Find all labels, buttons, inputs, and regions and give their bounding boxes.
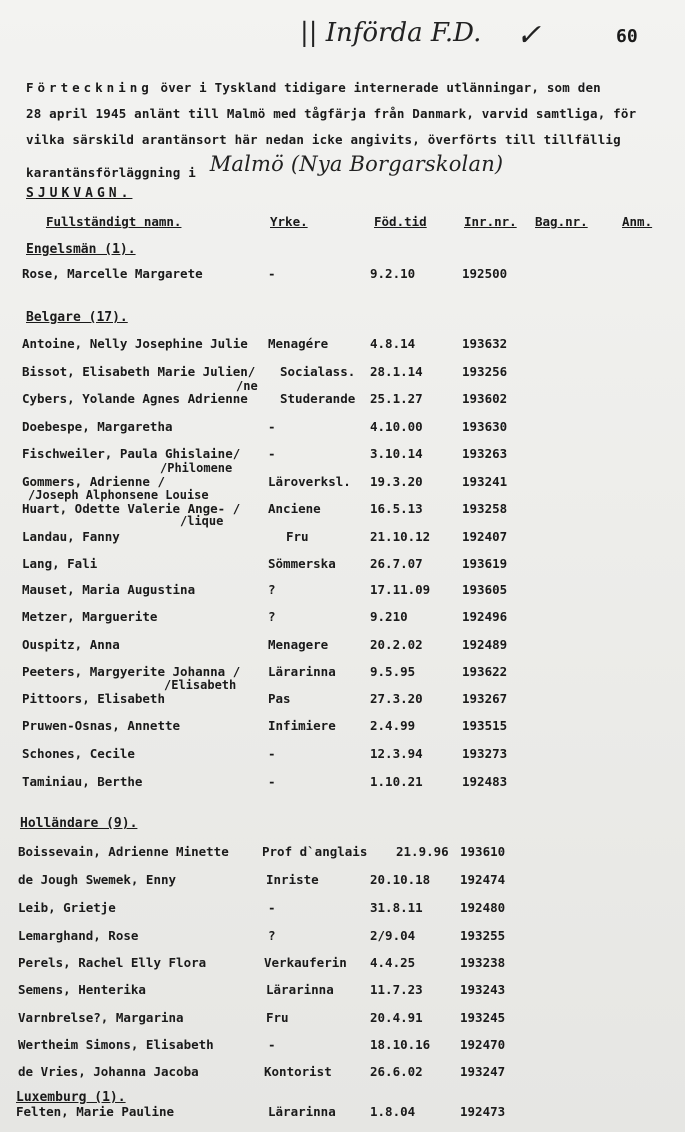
table-row (0, 336, 685, 356)
name-continuation: /Elisabeth (164, 678, 237, 692)
col-born: Föd.tid (374, 214, 427, 229)
group-title: Belgare (17). (26, 310, 128, 325)
table-row (0, 844, 685, 864)
person-born: 21.10.12 (370, 529, 431, 544)
person-nr: 192407 (462, 529, 508, 544)
person-occupation: Sömmerska (268, 556, 336, 571)
table-row (0, 774, 685, 794)
person-occupation: Infimiere (268, 718, 336, 733)
person-name: Ouspitz, Anna (22, 637, 120, 652)
person-occupation: Kontorist (264, 1064, 332, 1079)
table-row (0, 746, 685, 766)
person-nr: 193243 (460, 982, 506, 997)
person-nr: 193610 (460, 844, 506, 859)
person-nr: 192470 (460, 1037, 506, 1052)
person-nr: 193256 (462, 364, 508, 379)
person-name: Lemarghand, Rose (18, 928, 139, 943)
person-name: Cybers, Yolande Agnes Adrienne (22, 391, 248, 406)
person-nr: 193245 (460, 1010, 506, 1025)
person-occupation: ? (268, 928, 276, 943)
person-occupation: Inriste (266, 872, 319, 887)
table-row (0, 1064, 685, 1084)
person-born: 4.8.14 (370, 336, 416, 351)
person-name: de Jough Swemek, Enny (18, 872, 177, 887)
person-name: Leib, Grietje (18, 900, 116, 915)
col-inr: Inr.nr. (464, 214, 517, 229)
person-occupation: Lärarinna (268, 1104, 336, 1119)
person-nr: 192474 (460, 872, 506, 887)
person-born: 1.10.21 (370, 774, 423, 789)
person-occupation: Anciene (268, 501, 321, 516)
col-occupation: Yrke. (270, 214, 308, 229)
person-occupation: Fru (286, 529, 309, 544)
person-name: Wertheim Simons, Elisabeth (18, 1037, 214, 1052)
table-row (0, 718, 685, 738)
name-continuation: /Joseph Alphonsene Louise (28, 488, 209, 502)
table-row (0, 982, 685, 1002)
person-nr: 193619 (462, 556, 508, 571)
person-born: 9.210 (370, 609, 408, 624)
table-row (0, 582, 685, 602)
person-born: 4.4.25 (370, 955, 416, 970)
table-row (0, 928, 685, 948)
person-name: Lang, Fali (22, 556, 98, 571)
person-name: de Vries, Johanna Jacoba (18, 1064, 199, 1079)
table-row (0, 1104, 685, 1124)
person-name: Semens, Henterika (18, 982, 146, 997)
person-born: 20.4.91 (370, 1010, 423, 1025)
person-name: Peeters, Margyerite Johanna / (22, 664, 241, 679)
person-nr: 193273 (462, 746, 508, 761)
person-born: 27.3.20 (370, 691, 423, 706)
person-born: 19.3.20 (370, 474, 423, 489)
person-nr: 193258 (462, 501, 508, 516)
person-name: Mauset, Maria Augustina (22, 582, 196, 597)
table-row (0, 529, 685, 549)
person-born: 20.10.18 (370, 872, 431, 887)
person-born: 31.8.11 (370, 900, 423, 915)
person-occupation: - (268, 1037, 276, 1052)
group-title: Holländare (9). (20, 816, 138, 831)
table-row (0, 391, 685, 411)
person-born: 18.10.16 (370, 1037, 431, 1052)
table-row (0, 691, 685, 711)
person-occupation: - (268, 746, 276, 761)
table-row (0, 664, 685, 684)
intro-line-1 (26, 80, 666, 95)
person-name: Fischweiler, Paula Ghislaine/ (22, 446, 241, 461)
person-name: Pittoors, Elisabeth (22, 691, 165, 706)
person-occupation: Läroverksl. (268, 474, 351, 489)
person-nr: 193241 (462, 474, 508, 489)
person-born: 9.5.95 (370, 664, 416, 679)
person-born: 20.2.02 (370, 637, 423, 652)
name-continuation: /Philomene (160, 461, 233, 475)
person-occupation: Prof d`anglais (262, 844, 368, 859)
person-name: Rose, Marcelle Margarete (22, 266, 203, 281)
person-born: 28.1.14 (370, 364, 423, 379)
intro-title-word: Förteckning (26, 80, 153, 95)
table-row (0, 364, 685, 384)
person-name: Landau, Fanny (22, 529, 120, 544)
person-born: 17.11.09 (370, 582, 431, 597)
table-row (0, 266, 685, 286)
person-name: Bissot, Elisabeth Marie Julien/ (22, 364, 256, 379)
table-row (0, 900, 685, 920)
handwritten-check: ✓ (516, 18, 542, 53)
person-born: 16.5.13 (370, 501, 423, 516)
person-occupation: ? (268, 582, 276, 597)
person-name: Gommers, Adrienne / (22, 474, 165, 489)
person-nr: 192500 (462, 266, 508, 281)
person-nr: 193622 (462, 664, 508, 679)
person-name: Pruwen-Osnas, Annette (22, 718, 181, 733)
table-row (0, 501, 685, 521)
person-nr: 193630 (462, 419, 508, 434)
person-nr: 193602 (462, 391, 508, 406)
person-born: 3.10.14 (370, 446, 423, 461)
intro-line-4 (26, 152, 666, 182)
person-nr: 192480 (460, 900, 506, 915)
person-occupation: - (268, 900, 276, 915)
person-nr: 193267 (462, 691, 508, 706)
person-name: Doebespe, Margaretha (22, 419, 173, 434)
person-name: Metzer, Marguerite (22, 609, 158, 624)
handwritten-location: Malmö (Nya Borgarskolan) (209, 152, 504, 176)
person-born: 2.4.99 (370, 718, 416, 733)
person-occupation: Fru (266, 1010, 289, 1025)
col-note: Anm. (622, 214, 653, 229)
person-nr: 192489 (462, 637, 508, 652)
table-row (0, 609, 685, 629)
person-born: 4.10.00 (370, 419, 423, 434)
person-name: Taminiau, Berthe (22, 774, 143, 789)
person-occupation: Pas (268, 691, 291, 706)
page-number: 60 (616, 26, 638, 47)
intro-line-1-rest: över i Tyskland tidigare internerade utlänningar, som den (160, 80, 601, 95)
name-continuation: /ne (236, 379, 258, 393)
table-row (0, 637, 685, 657)
group-title: Engelsmän (1). (26, 242, 136, 257)
person-name: Felten, Marie Pauline (16, 1104, 175, 1119)
person-name: Antoine, Nelly Josephine Julie (22, 336, 248, 351)
person-born: 21.9.96 (396, 844, 449, 859)
person-occupation: ? (268, 609, 276, 624)
person-occupation: Lärarinna (268, 664, 336, 679)
table-row (0, 955, 685, 975)
person-name: Varnbrelse?, Margarina (18, 1010, 184, 1025)
person-name: Huart, Odette Valerie Ange- / (22, 501, 241, 516)
person-nr: 193515 (462, 718, 508, 733)
person-occupation: Menagere (268, 637, 329, 652)
person-nr: 192473 (460, 1104, 506, 1119)
person-name: Perels, Rachel Elly Flora (18, 955, 207, 970)
person-nr: 193238 (460, 955, 506, 970)
intro-line-3: vilka särskild arantänsort här nedan icke angivits, överförts till tillfällig (26, 132, 621, 147)
person-born: 2/9.04 (370, 928, 416, 943)
person-nr: 193263 (462, 446, 508, 461)
person-occupation: Menagére (268, 336, 329, 351)
person-occupation: - (268, 446, 276, 461)
table-row (0, 1010, 685, 1030)
table-row (0, 556, 685, 576)
person-born: 25.1.27 (370, 391, 423, 406)
table-row (0, 872, 685, 892)
person-occupation: Socialass. (280, 364, 356, 379)
person-nr: 193255 (460, 928, 506, 943)
person-occupation: Lärarinna (266, 982, 334, 997)
intro-line-4-text: karantänsförläggning i (26, 165, 196, 180)
person-nr: 193632 (462, 336, 508, 351)
person-born: 1.8.04 (370, 1104, 416, 1119)
person-born: 26.6.02 (370, 1064, 423, 1079)
transport-heading: SJUKVAGN. (26, 186, 133, 201)
person-nr: 193247 (460, 1064, 506, 1079)
person-occupation: - (268, 266, 276, 281)
person-name: Schones, Cecile (22, 746, 135, 761)
person-occupation: - (268, 419, 276, 434)
person-nr: 193605 (462, 582, 508, 597)
person-occupation: - (268, 774, 276, 789)
person-nr: 192483 (462, 774, 508, 789)
table-row (0, 446, 685, 466)
group-title: Luxemburg (1). (16, 1090, 126, 1105)
person-name: Boissevain, Adrienne Minette (18, 844, 229, 859)
intro-line-2: 28 april 1945 anlänt till Malmö med tågfärja från Danmark, varvid samtliga, för (26, 106, 637, 121)
person-occupation: Verkauferin (264, 955, 347, 970)
table-row (0, 419, 685, 439)
person-nr: 192496 (462, 609, 508, 624)
col-name: Fullständigt namn. (46, 214, 182, 229)
table-row (0, 1037, 685, 1057)
person-born: 26.7.07 (370, 556, 423, 571)
person-born: 9.2.10 (370, 266, 416, 281)
person-born: 12.3.94 (370, 746, 423, 761)
person-born: 11.7.23 (370, 982, 423, 997)
person-occupation: Studerande (280, 391, 356, 406)
name-continuation: /lique (180, 514, 224, 528)
handwritten-top-mark: || Införda F.D. (300, 18, 482, 48)
col-bag: Bag.nr. (535, 214, 588, 229)
